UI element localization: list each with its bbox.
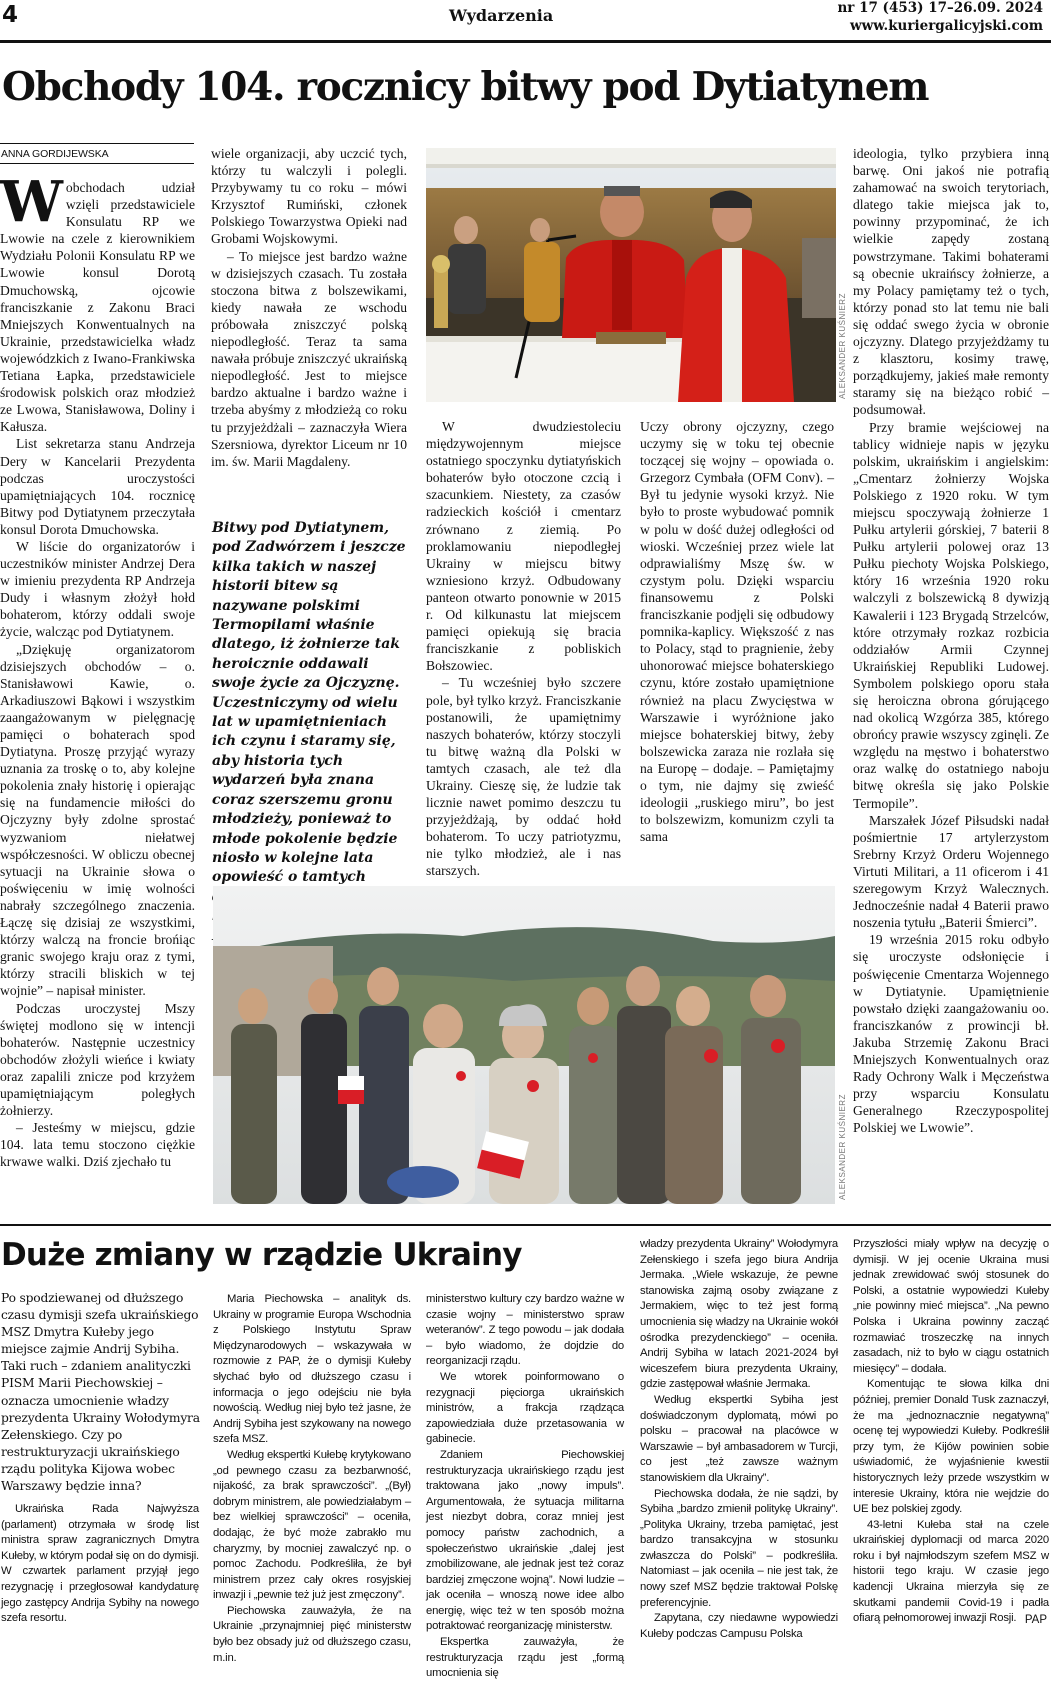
pull-quote: Bitwy pod Dytiatynem, pod Zadwórzem i jeszcze kilka takich w naszej historii bitew są nazywane polskimi Termopilami właśnie dlatego, iż żołnierze tak heroicznie oddawali swoje życie za Ojczyznę. Uczestniczymy od wielu lat w upamiętnieniach ich czynu i staramy się, aby historia tych wydarzeń była znana coraz szerszemu gronu młodzieży, ponieważ to młode pokolenie będzie niosło w kolejne lata opowieść o tamtych: [212, 520, 406, 886]
author-byline: ANNA GORDIJEWSKA: [1, 148, 109, 160]
paragraph: – Jesteśmy w miejscu, gdzie 104. lata temu stoczono ciężkie krwawe walki. Dziś zjechało tu: [0, 1120, 195, 1170]
article-2-column-1: [1, 1502, 199, 1632]
paragraph: Zapytana, czy niedawne wypowiedzi Kułeby podczas Campusu Polska: [640, 1612, 838, 1640]
paragraph: Marszałek Józef Piłsudski nadał pośmiertnie 17 artylerzystom Srebrny Krzyż Orderu Wojennego Virtuti Militari, a 11 oficerom i 41 szeregowym Krzyż Walecznych. Jednocześnie nadał 4 Baterii prawo noszenia tytułu „Baterii Śmierci”.: [853, 812, 1049, 931]
paragraph: Podczas uroczystej Mszy świętej modlono się w intencji bohaterów. Następnie uczestnicy obchodów złożyli wieńce i kwiaty oraz zapalili znicze pod krzyżem upamiętniającym poległych żołnierzy.: [0, 1000, 195, 1119]
crowd-photo-image: [213, 886, 835, 1204]
paragraph: – To miejsce jest bardzo ważne w dzisiejszych czasach. Tu została stoczona bitwa z bolszewikami, kiedy nawała ze wschodu próbowała zniszczyć polską niepodległość. Teraz ta sama nawała próbuje zniszczyć ukraińską niepodległość. Jest to miejsce bardzo aktualne i bardzo ważne i trzeba abyśmy z młodzieżą co roku tu przyjeżdżali – zaznaczyła Wiera Szersniowa, dyrektor Liceum nr 10 im. św. Marii Magdaleny.: [211, 248, 407, 469]
author-rule-bottom: [0, 163, 194, 164]
article-separator: [0, 1224, 1051, 1226]
paragraph: Piechowska dodała, że nie sądzi, by Sybiha „bardzo zmienił politykę Ukrainy”. „Polityka Ukrainy, trzeba pamiętać, jest bardzo transakcyjna w stosunku zwłaszcza do Polski” – podkreśliła. Natomiast – jak oceniła – nie jest tak, że nowy szef MSZ będzie traktował Polskę preferencyjnie.: [640, 1487, 838, 1609]
source-label: PAP: [1024, 1614, 1047, 1626]
article-2-lead: Po spodziewanej od dłuższego czasu dymisji szefa ukraińskiego MSZ Dmytra Kułeby jego miejsce zajmie Andrij Sybiha. Taki ruch – zdaniem analityczki PISM Marii Piechowskiej – oznacza umocnienie władzy prezydenta Ukrainy Wołodymyra Zełenskiego. Czy po restrukturyzacji ukraińskiego rządu polityka Kijowa wobec Warszawy będzie inna?: [1, 1291, 200, 1494]
header-rule: [0, 40, 1051, 43]
article-column-2: [211, 145, 407, 527]
paragraph: obchodach udział wzięli przedstawiciele Konsulatu RP we Lwowie na czele z kierownikiem Wydziału Polonii Konsulatu RP we Lwowie konsul Dorotą Dmuchowską, ojcowie franciszkanie z Zakonu Braci Mniejszych Konwentualnych na Ukrainie, przedstawicielka władz wojewódzkich z Iwano-Frankiwska Tetiana Łapka, przedstawiciele środowisk polskich oraz młodzież ze Lwowa, Stanisławowa, Doliny i Kałusza.: [0, 180, 195, 435]
paragraph: „Dziękuję organizatorom dzisiejszych obchodów – o. Stanisławowi Kawie, o. Arkadiuszowi Bąkowi i wszystkim zaangażowanym w pielęgnację pamięci o bohaterach spod Dytiatyna. Proszę przyjąć wyrazy uznania za troskę o to, aby kolejne pokolenia znały historię i opierając się na fundamencie miłości do Ojczyzny były zdolne sprostać wyzwaniom niełatwej współczesności. W obliczu obecnej sytuacji na Ukrainie słowa o poświęceniu w imię wolności nabrały szczególnego znaczenia. Łączę się dzisiaj ze wszystkimi, którzy walczą na froncie brońiąc granic swojego kraju oraz z tymi, którzy stracili bliskich w tej wojnie” – napisał minister.: [0, 641, 195, 999]
mass-photo-image: [426, 148, 836, 402]
paragraph: 43-letni Kułeba stał na czele ukraińskiej dyplomacji od marca 2020 roku i był najmłodszym szefem MSZ w historii tego kraju. W czasie jego kadencji Ukraina mierzyła się ze skutkami pandemii Covid-19 i padła ofiarą pełnomorowej inwazji Rosji.: [853, 1518, 1049, 1625]
photo-credit: ALEKSANDER KUŚNIERZ: [838, 293, 847, 399]
paragraph: ideologia, tylko przybiera inną barwę. Oni jakoś nie potrafią zahamować na swoich terytoriach, dlatego takie miejsca jak to, powinny przypominać, że ich wielkie zapędy zostaną powstrzymane. Takimi bohaterami są obecnie ukraińscy żołnierze, a my Polacy pamiętamy też o tych, którzy ponad sto lat temu nie bali się oddać swego życia w obronie ojczyzny. Dlatego przyjeżdżamy tu z klasztoru, kosimy trawę, porządkujemy, jakieś małe remonty staramy się na bieżąco robić – podsumował.: [853, 146, 1049, 418]
article-2-title: Duże zmiany w rządzie Ukrainy: [1, 1237, 522, 1273]
drop-cap: W: [0, 169, 63, 235]
issue-number: nr 17 (453) 17–26.09. 2024: [837, 0, 1043, 16]
paragraph: Według ekspertki Kułebę krytykowano „od pewnego czasu za bezbarwność, nijakość, za brak sprawczości”. „(Był) dobrym ministrem, ale powiedziałabym – bez wielkiej sprawczości” – oceniła, dodając, że być może zabrakło mu charyzmy, by mocniej zawalczyć np. o pomoc Zachodu. Podkreśliła, że był ministrem przez cały okres rosyjskiej inwazji i „pewnie też już jest zmęczony”.: [213, 1448, 411, 1602]
page-number: 4: [2, 2, 19, 28]
paragraph: Ukraińska Rada Najwyższa (parlament) otrzymała w środę list ministra spraw zagranicznych Dmytra Kułeby, w którym podał się on do dymisji. W czwartek parlament przyjął jego rezygnację i przegłosował kandydaturę jego zastępcy Andrija Sybihy na nowego szefa resortu.: [1, 1503, 199, 1625]
paragraph: List sekretarza stanu Andrzeja Dery w Kancelarii Prezydenta podczas uroczystości upamiętniających 104. rocznicę Bitwy pod Dytiatynem przeczytała konsul Dorota Dmuchowska.: [0, 436, 195, 537]
paragraph: ministerstwo kultury czy bardzo ważne w czasie wojny – ministerstwo spraw weteranów”. Z tego powodu – jak dodała – było wiadomo, że dojdzie do reorganizacji rządu.: [426, 1293, 624, 1368]
author-rule-top: [0, 143, 194, 144]
paragraph: W liście do organizatorów i uczestników minister Andrzej Dera w imieniu prezydenta RP Andrzeja Dudy i własnym złożył hołd bohaterom, którzy oddali swoje życie, walcząc pod Dytiatynem.: [0, 538, 195, 640]
article-column-1: [0, 169, 195, 1209]
article-2-column-3: [426, 1292, 624, 1680]
paragraph: Piechowska zauważyła, że na Ukrainie „przynajmniej pięć ministerstw było bez obsady już od dłuższego czasu, m.in.: [213, 1604, 411, 1664]
paragraph: Według ekspertki Sybiha jest doświadczonym dyplomatą, mówi po polsku – pracował na placówce w Warszawie – był ambasadorem w Turcji, co jest „też zawsze ważnym stanowiskiem dla Ukrainy”.: [640, 1393, 838, 1484]
paragraph: We wtorek poinformowano o rezygnacji pięciorga ukraińskich ministrów, a frakcja rządząca zapowiedziała duże przetasowania w gabinecie.: [426, 1370, 624, 1446]
paragraph: władzy prezydenta Ukrainy” Wołodymyra Zełenskiego i szefa jego biura Andrija Jermaka. „Wiele wskazuje, że pewne stanowiska zajmą osoby związane z Jermakiem, więc to też jest formą umocnienia się władzy na Ukrainie wokół ośrodka prezydenckiego” – oceniła. Andrij Sybiha w latach 2021-2024 był wiceszefem biura prezydenta Ukrainy, gdzie zastępował właśnie Jermaka.: [640, 1238, 838, 1391]
paragraph: Zdaniem Piechowskiej restrukturyzacja ukraińskiego rządu jest traktowana jako „nowy impuls”. Argumentowała, że sytuacja militarna jest niezbyt dobra, coraz mniej jest pomocy państw zachodnich, a społeczeństwo ukraińskie „dalej jest zmobilizowane, ale jednak jest też coraz bardziej zmęczone wojną”. Nowi ludzie – jak oceniła – wnoszą nowe idee albo energię, więc też w ten sposób można potraktować reorganizację ministerstw.: [426, 1448, 624, 1633]
article-column-3: [426, 418, 621, 878]
website: www.kuriergalicyjski.com: [849, 18, 1043, 34]
crowd-photo: [213, 886, 835, 1204]
paragraph: Maria Piechowska – analityk ds. Ukrainy w programie Europa Wschodnia z Polskiego Instytutu Spraw Międzynarodowych – wskazywała w rozmowie z PAP, że o dymisji Kułeby słychać było od dłuższego czasu i informacja o jego odejściu nie była nowością. Według niej było też jasne, że Andrij Sybiha jest szykowany na nowego szefa MSZ.: [213, 1293, 411, 1446]
section-name: Wydarzenia: [449, 6, 554, 25]
paragraph: W dwudziestoleciu międzywojennym miejsce ostatniego spoczynku dytiatyńskich bohaterów było otoczone czcią i szacunkiem. Niestety, za czasów radzieckich kościół i cmentarz zrównano z ziemią. Po proklamowaniu niepodległej Ukrainy w miejscu bitwy wzniesiono krzyż. Odbudowany panteon otwarto ponownie w 2015 r. Od kilkunastu lat miejscem pamięci opiekują się bracia franciszkanie z pobliskich Bołszowiec.: [426, 419, 621, 674]
article-title: Obchody 104. rocznicy bitwy pod Dytiatynem: [2, 64, 929, 110]
paragraph: 19 września 2015 roku odbyło się uroczyste odsłonięcie i poświęcenie Cmentarza Wojennego w Dytiatynie. Upamiętnienie powstało dzięki zaangażowaniu oo. franciszkanów z prowincji bł. Jakuba Strzemię Zakonu Braci Mniejszych Konwentualnych oraz Rady Ochrony Walk i Męczeństwa przy wsparciu Konsulatu Generalnego Rzeczypospolitej Polskiej we Lwowie”.: [853, 932, 1049, 1136]
paragraph: wiele organizacji, aby uczcić tych, którzy tu walczyli i polegli. Przybywamy tu co roku – mówi Krzysztof Rumiński, członek Polskiego Towarzystwa Opieki nad Grobami Wojskowymi.: [211, 146, 407, 247]
paragraph: Uczy obrony ojczyzny, czego uczymy się w toku tej obecnie toczącej się wojny – opowiada o. Grzegorz Cymbała (OFM Conv). – Był tu jedynie wysoki krzyż. Nie było to proste wybudować pomnik w polu w dość dużej odległości od wioski. Wcześniej przez wiele lat odprawialiśmy Mszę św. w czystym polu. Dzięki wsparciu finansowemu z Polski franciszkanie podjęli się odbudowy pomnika-kaplicy. Większość z nas to Polacy, stąd to pragnienie, żeby uhonorować miejsce bohaterskiego czynu, które zostało upamiętnione również na placu Zwycięstwa w Warszawie i wyróżnione jako miejsce bohaterskiej bitwy, żeby bolszewicka zaraza nie rozlała się na Europę – dodaje. – Pamiętajmy o tym, nie dajmy się zwieść ideologii „ruskiego miru”, bo jest to bolszewizm, komunizm czyli ta sama: [640, 419, 834, 845]
paragraph: Przyszłości miały wpływ na decyzję o dymisji. W jej ocenie Ukraina musi jednak zrewidować swój stosunek do Polski, a ostatnie wypowiedzi Kułeby „nie powinny mieć miejsca”. „Na pewno Polska i Ukraina powinny zacząć rozmawiać troszeczkę na innych zasadach, niż to było w ciągu ostatnich miesięcy” – dodała.: [853, 1238, 1049, 1375]
paragraph: Ekspertka zauważyła, że restrukturyzacja rządu jest „formą umocnienia się: [426, 1636, 624, 1680]
article-column-4: [640, 418, 834, 878]
paragraph: Przy bramie wejściowej na tablicy widnieje napis w języku polskim, ukraińskim i angielskim: „Cmentarz żołnierzy Wojska Polskiego z 1920 roku. W tym miejscu spoczywają żołnierze 1 Pułku artylerii górskiej, 7 baterii 8 Pułku artylerii polowej oraz 13 Pułku piechoty Wojska Polskiego, który 16 września 1920 roku walczyli z bolszewicką 8 dywizją Kawalerii i 123 Brygadą Strzelców, które otrzymały rozkaz rozbicia oddziałów Armii Czynnej Ukraińskiej Republiki Ludowej. Symbolem polskiego oporu stała się heroiczna obrona górującego nad okolicą Wzgórza 385, którego obrońcy prawie wszyscy zginęli. Ze względu na męstwo i bohaterstwo oraz walkę do ostatniego naboju bitwę określa się jako Polskie Termopile”.: [853, 419, 1049, 811]
article-2-column-4: [640, 1237, 838, 1640]
photo-credit: ALEKSANDER KUŚNIERZ: [838, 1094, 847, 1200]
article-2-column-2: [213, 1292, 411, 1664]
mass-photo: [426, 148, 836, 402]
paragraph: Komentując te słowa kilka dni później, premier Donald Tusk zaznaczył, że ma „jednoznacznie negatywną” ocenę tej wypowiedzi Kułeby. Podkreślił przy tym, że Kijów powinien sobie uświadomić, że wyjaśnienie kwestii historycznych leży przede wszystkim w interesie Ukrainy, która nie wejdzie do UE bez polskiej zgody.: [853, 1378, 1049, 1516]
article-column-5: [853, 145, 1049, 1205]
paragraph: – Tu wcześniej było szczere pole, był tylko krzyż. Franciszkanie postanowili, że upamiętnimy naszych bohaterów, którzy stoczyli tu bitwę ważną dla Polski w tamtych czasach, ale też dla Ukrainy. Cieszę się, że ludzie tak licznie nawet pomimo deszczu tu przyjeżdżają, by oddać hołd bohaterom. To uczy patriotyzmu, nie tylko młodzież, ale i nas starszych.: [426, 675, 621, 879]
